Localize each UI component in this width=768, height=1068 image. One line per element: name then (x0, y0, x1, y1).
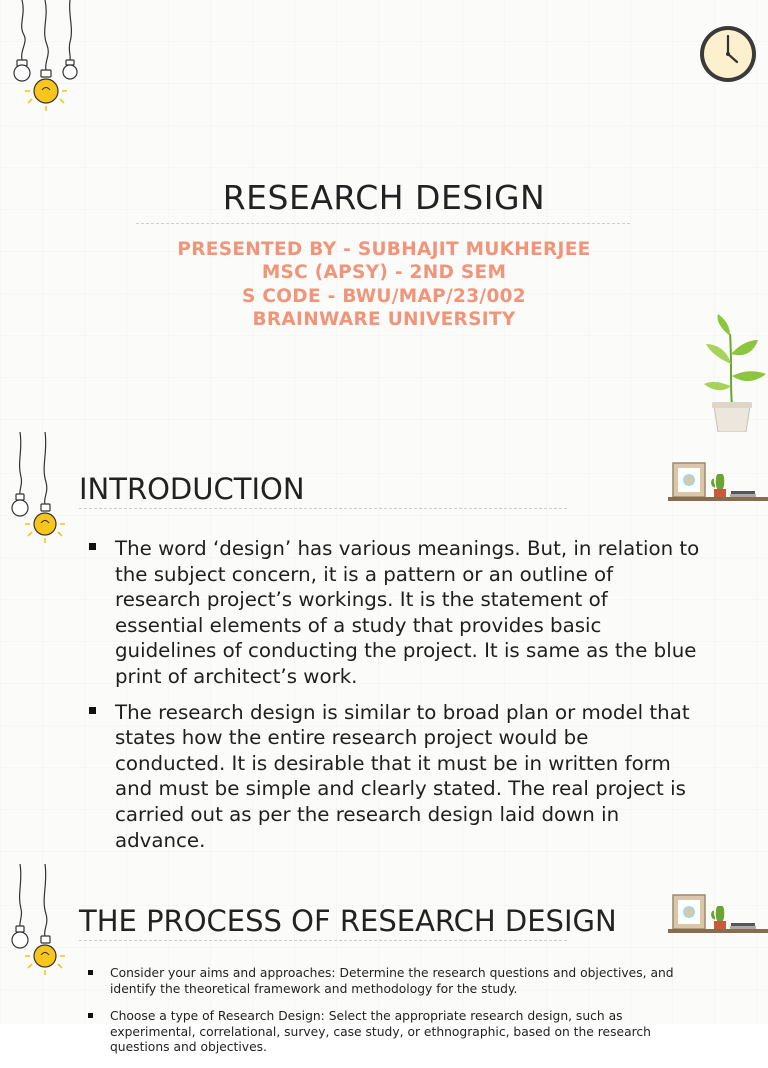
bullet-text: Consider your aims and approaches: Determine the research questions and objectives, and identify the theoretical framework and methodology for the study. (110, 966, 674, 996)
course-line: MSC (APSY) - 2ND SEM (261, 262, 507, 284)
bullet-text: The research design is similar to broad plan or model that states how the entire research project would be conducted. It is desirable that it must be in written form and must be simple and clearly stated. The real project is carried out as per the research design laid down in advance. (115, 700, 690, 852)
shelf-decoration (668, 892, 768, 936)
title-divider (136, 223, 630, 224)
bullet-marker (88, 970, 93, 975)
cactus-icon (716, 906, 725, 922)
slide-title: RESEARCH DESIGN (222, 178, 546, 217)
university-line: BRAINWARE UNIVERSITY (252, 308, 516, 330)
introduction-slide (0, 432, 768, 864)
bullet-marker (89, 707, 96, 714)
list-item (115, 700, 700, 854)
section-title: INTRODUCTION (79, 472, 305, 506)
presenter-info (0, 238, 768, 331)
section-title: THE PROCESS OF RESEARCH DESIGN (79, 904, 617, 938)
bullet-text: Choose a type of Research Design: Select the appropriate research design, such as experimental, correlational, survey, case study, or ethnographic, based on the research questions and objectives. (110, 1009, 651, 1055)
hanging-lightbulbs-icon (8, 432, 68, 552)
clock-icon (697, 24, 759, 86)
title-divider (79, 940, 567, 941)
books-icon (731, 923, 755, 926)
hanging-lightbulbs-icon (8, 864, 68, 984)
shelf-decoration (668, 460, 768, 504)
title-slide (0, 0, 768, 432)
list-item (110, 1009, 700, 1056)
cactus-icon (716, 474, 725, 490)
bullet-list (110, 966, 700, 1068)
bullet-text: The word ‘design’ has various meanings. But, in relation to the subject concern, it is a pattern or an outline of research project’s workings. It is the statement of essential elements of a study that provides basic guidelines of conducting the project. It is same as the blue print of architect’s work. (115, 537, 700, 688)
potted-plant-icon (700, 314, 768, 432)
hanging-lightbulbs-icon (8, 0, 88, 120)
list-item (115, 536, 700, 690)
process-slide (0, 864, 768, 1055)
code-line: S CODE - BWU/MAP/23/002 (242, 285, 526, 307)
list-item (110, 966, 700, 997)
bullet-marker (89, 543, 96, 550)
title-divider (79, 508, 567, 509)
bullet-marker (88, 1013, 93, 1018)
books-icon (731, 491, 755, 494)
bullet-list (115, 536, 700, 863)
presenter-line: PRESENTED BY - SUBHAJIT MUKHERJEE (177, 239, 591, 260)
